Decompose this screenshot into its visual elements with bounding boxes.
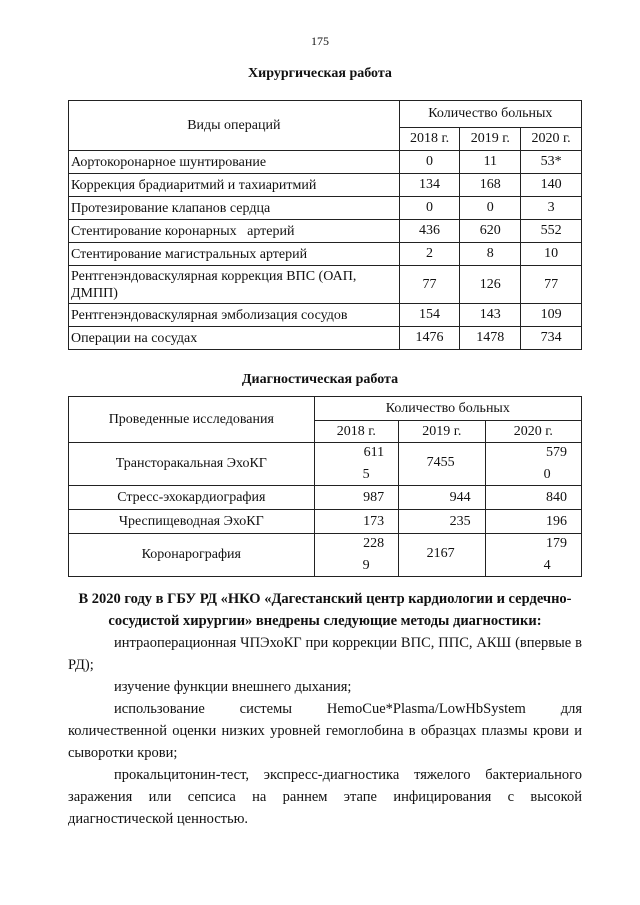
row-label: Рентгенэндоваскулярная эмболизация сосудов [69,304,400,327]
row-label: Рентгенэндоваскулярная коррекция ВПС (ОАП, ДМПП) [69,266,400,304]
cell-value [485,534,581,577]
row-label: Стресс-эхокардиография [69,486,315,510]
cell-value: 53* [521,151,582,174]
row-label: Стентирование магистральных артерий [69,243,400,266]
page-number: 175 [311,34,329,48]
table-row [69,510,582,534]
table-row [69,174,582,197]
row-label: Аортокоронарное шунтирование [69,151,400,174]
surgery-year-header: 2020 г. [521,128,582,151]
cell-value: 173 [314,510,399,534]
diag-year-header: 2019 г. [399,421,485,443]
row-label: Протезирование клапанов сердца [69,197,400,220]
cell-value-part: 228 [363,536,385,551]
surgery-table [68,100,582,350]
table-row [69,304,582,327]
table-row [69,220,582,243]
table-row [69,327,582,350]
cell-value: 944 [399,486,485,510]
surgery-year-header: 2019 г. [460,128,521,151]
cell-value: 2 [399,243,460,266]
cell-value: 0 [460,197,521,220]
paragraph: интраоперационная ЧПЭхоКГ при коррекции ВПС, ППС, АКШ (впервые в РД); [68,635,582,673]
cell-value: 154 [399,304,460,327]
row-label: Операции на сосудах [69,327,400,350]
cell-value: 840 [485,486,581,510]
cell-value-part: 2167 [426,546,455,561]
cell-value: 552 [521,220,582,243]
paragraph: использование системы HemoCue*Plasma/LowHbSystem для количественной оценки низких уровней гемоглобина в образцах плазмы крови и сыворотки крови; [68,701,582,761]
row-label: Трансторакальная ЭхоКГ [69,443,315,486]
diagnostics-table [68,396,582,577]
diag-col-group-header: Количество больных [314,397,581,421]
cell-value: 140 [521,174,582,197]
table-row [69,243,582,266]
cell-value: 143 [460,304,521,327]
surgery-year-header: 2018 г. [399,128,460,151]
cell-value-part: 5 [362,467,370,482]
paragraph: прокальцитонин-тест, экспресс-диагностика тяжелого бактериального заражения или сепсиса на раннем этапе инфицирования с высокой диагностической ценностью. [68,767,582,827]
cell-value: 1478 [460,327,521,350]
cell-value-part: 9 [362,558,370,573]
row-label: Коррекция брадиаритмий и тахиаритмий [69,174,400,197]
intro-heading: В 2020 году в ГБУ РД «НКО «Дагестанский центр кардиологии и сердечно-сосудистой хирургии» внедрены следующие методы диагностики: [78,591,572,629]
cell-value-part: 179 [546,536,567,551]
cell-value: 3 [521,197,582,220]
cell-value: 168 [460,174,521,197]
diag-year-header: 2020 г. [485,421,581,443]
cell-value: 436 [399,220,460,243]
surgery-col-group-header: Количество больных [399,101,581,128]
cell-value: 11 [460,151,521,174]
cell-value: 77 [521,266,582,304]
surgery-col-name-header: Виды операций [69,101,400,151]
table-row [69,266,582,304]
row-label: Стентирование коронарных артерий [69,220,400,243]
cell-value: 10 [521,243,582,266]
cell-value: 1476 [399,327,460,350]
row-label: Коронарография [69,534,315,577]
cell-value: 109 [521,304,582,327]
table-row [69,486,582,510]
diag-col-name-header: Проведенные исследования [69,397,315,443]
table-row [69,534,582,577]
cell-value: 0 [399,151,460,174]
cell-value [485,443,581,486]
cell-value-part: 4 [543,558,551,573]
cell-value [314,534,399,577]
table-row [69,197,582,220]
cell-value: 126 [460,266,521,304]
paragraph: изучение функции внешнего дыхания; [114,679,352,695]
diagnostics-section-title: Диагностическая работа [241,372,399,387]
cell-value: 235 [399,510,485,534]
surgery-section-title: Хирургическая работа [248,66,392,81]
cell-value-part: 0 [543,467,551,482]
cell-value: 8 [460,243,521,266]
cell-value: 620 [460,220,521,243]
cell-value: 0 [399,197,460,220]
cell-value: 734 [521,327,582,350]
body-text [68,588,582,830]
row-label: Чреспищеводная ЭхоКГ [69,510,315,534]
cell-value: 987 [314,486,399,510]
cell-value [314,443,399,486]
cell-value [399,534,485,577]
cell-value-part: 579 [546,445,567,460]
cell-value-part: 611 [363,445,385,460]
cell-value: 196 [485,510,581,534]
cell-value [399,443,485,486]
cell-value-part: 7455 [426,455,455,470]
table-row [69,443,582,486]
diag-year-header: 2018 г. [314,421,399,443]
cell-value: 77 [399,266,460,304]
table-row [69,151,582,174]
cell-value: 134 [399,174,460,197]
